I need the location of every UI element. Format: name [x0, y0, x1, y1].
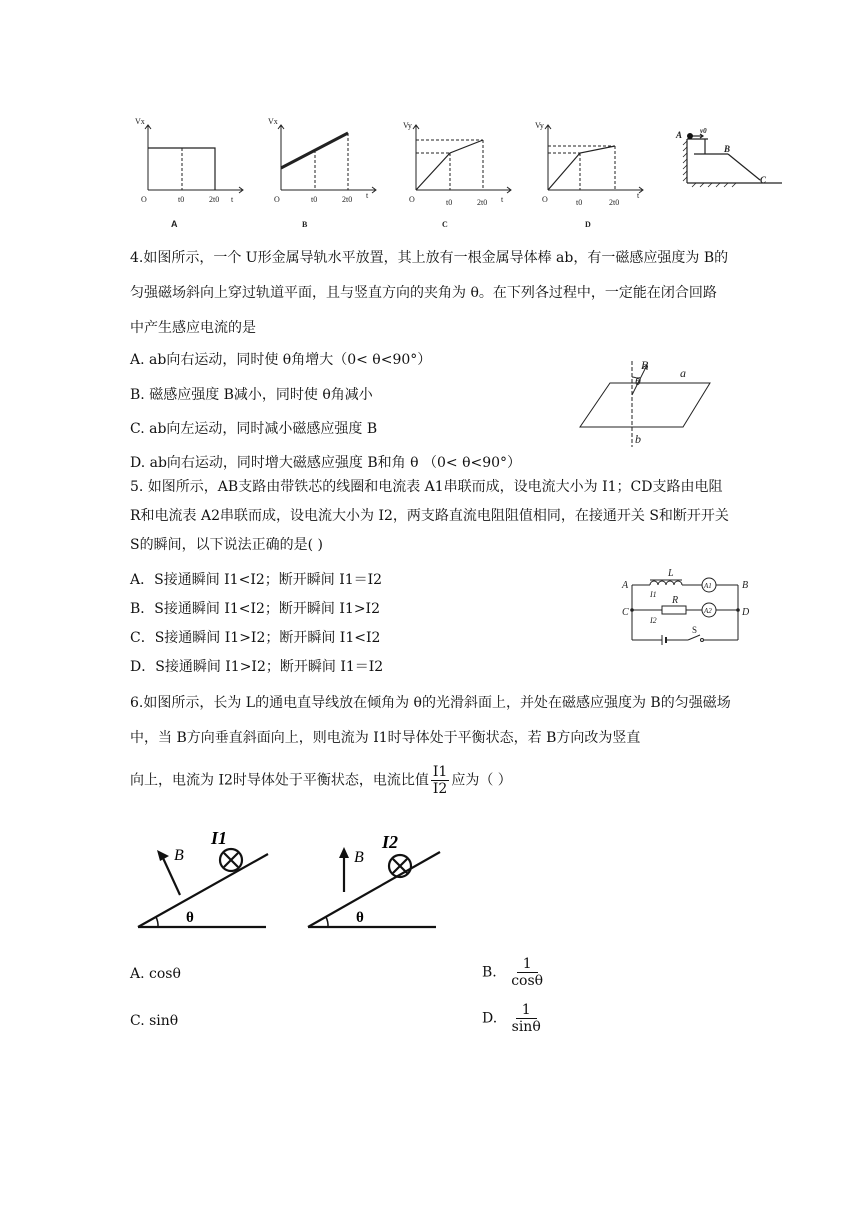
svg-text:A: A: [622, 580, 629, 591]
svg-text:B: B: [354, 849, 364, 866]
graph-b: [278, 125, 376, 193]
svg-text:2t0: 2t0: [209, 195, 220, 204]
svg-text:t: t: [231, 195, 234, 204]
svg-text:v0: v0: [700, 127, 707, 135]
q4-option-d[interactable]: D. ab向右运动，同时增大磁感应强度 B和角 θ （0< θ<90°）: [130, 455, 522, 471]
q6-incline-figure-2: [298, 820, 448, 935]
svg-text:θ: θ: [356, 910, 364, 926]
svg-text:Vx: Vx: [268, 117, 278, 126]
q6-incline-figure-1: [128, 820, 278, 935]
svg-text:Vy: Vy: [535, 121, 544, 130]
q5-option-c[interactable]: C．S接通瞬间 I1>I2；断开瞬间 I1<I2: [130, 630, 381, 646]
q5-option-a[interactable]: A．S接通瞬间 I1<I2；断开瞬间 I1＝I2: [130, 572, 383, 588]
svg-text:S: S: [692, 625, 698, 635]
svg-text:t0: t0: [446, 198, 453, 207]
svg-text:t: t: [637, 191, 640, 200]
svg-text:A2: A2: [704, 607, 712, 615]
q6-stem-line1: 6.如图所示，长为 L的通电直导线放在倾角为 θ的光滑斜面上，并处在磁感应强度为 B的匀强磁场中，当 B方向垂直斜面向上，则电流为 I1时导体处于平衡状态，若 B方向改为竖直: [130, 695, 731, 746]
q4-option-a[interactable]: A. ab向右运动，同时使 θ角增大（0< θ<90°）: [130, 352, 432, 368]
svg-text:I2: I2: [382, 832, 399, 852]
svg-text:θ: θ: [635, 374, 641, 388]
graph-b-letter: B: [302, 220, 308, 229]
svg-text:B: B: [724, 144, 731, 154]
graph-a: [145, 125, 243, 193]
svg-text:2t0: 2t0: [477, 198, 488, 207]
graph-a-ylabel: Vx: [135, 117, 145, 126]
svg-text:D: D: [742, 607, 750, 618]
q5-option-b[interactable]: B．S接通瞬间 I1<I2；断开瞬间 I1>I2: [130, 601, 380, 617]
q6-option-d[interactable]: D. $\frac{1}{\sin\theta}$: [482, 1002, 541, 1035]
svg-text:I1: I1: [211, 828, 228, 848]
q4-stem: 4.如图所示，一个 U形金属导轨水平放置，其上放有一根金属导体棒 ab，有一磁感应强度为 B的匀强磁场斜向上穿过轨道平面，且与竖直方向的夹角为 θ。在下列各过程中，一定能在闭合回路中产生感应电流的是: [130, 250, 729, 336]
graph-c: [413, 125, 511, 193]
svg-text:2t0: 2t0: [609, 198, 620, 207]
vt-graphs: [125, 110, 665, 235]
svg-text:t0: t0: [178, 195, 185, 204]
svg-text:I2: I2: [650, 616, 657, 625]
svg-text:O: O: [542, 195, 548, 204]
q5-option-d[interactable]: D．S接通瞬间 I1>I2；断开瞬间 I1＝I2: [130, 659, 384, 675]
svg-text:t: t: [501, 195, 504, 204]
svg-text:A: A: [676, 130, 683, 140]
q6-option-c[interactable]: C. sinθ: [130, 1013, 179, 1029]
svg-text:t0: t0: [576, 198, 583, 207]
svg-text:Vy: Vy: [403, 121, 412, 130]
graph-d-letter: D: [585, 220, 591, 229]
svg-text:O: O: [274, 195, 280, 204]
svg-text:I1: I1: [650, 590, 657, 599]
svg-text:B: B: [174, 847, 184, 864]
graph-d: [545, 125, 643, 193]
svg-text:R: R: [672, 595, 679, 606]
svg-text:L: L: [668, 568, 674, 579]
q6-option-b[interactable]: B. $\frac{1}{\cos\theta}$: [482, 956, 544, 989]
q4-option-c[interactable]: C. ab向左运动，同时减小磁感应强度 B: [130, 421, 378, 437]
q6-current-ratio: $\frac{I1}{I2}$: [432, 764, 448, 797]
svg-text:A1: A1: [704, 582, 712, 590]
slope-figure: [672, 125, 787, 190]
q6-option-a[interactable]: A. cosθ: [130, 966, 181, 982]
svg-text:O: O: [409, 195, 415, 204]
q5-circuit-figure: [620, 565, 760, 650]
svg-text:θ: θ: [186, 910, 194, 926]
svg-text:B: B: [641, 358, 649, 372]
svg-text:O: O: [141, 195, 147, 204]
graph-c-letter: C: [442, 220, 448, 229]
svg-text:b: b: [635, 432, 641, 446]
graph-a-letter: A: [171, 219, 178, 229]
svg-text:C: C: [760, 175, 767, 185]
q6-stem-line2: 向上，电流为 I2时导体处于平衡状态，电流比值 $\frac{I1}{I2}$ 应为（ ）: [130, 764, 512, 797]
svg-text:t: t: [366, 191, 369, 200]
q4-rail-figure: [575, 355, 715, 450]
svg-text:t0: t0: [311, 195, 318, 204]
q5-stem: 5. 如图所示，AB支路由带铁芯的线圈和电流表 A1串联而成，设电流大小为 I1；CD支路由电阻 R和电流表 A2串联而成，设电流大小为 I2，两支路直流电阻阻值相同，在接通开关 S和断开开关 S的瞬间，以下说法正确的是( ): [130, 479, 729, 553]
svg-text:C: C: [622, 607, 629, 618]
svg-text:B: B: [742, 580, 749, 591]
q4-option-b[interactable]: B. 磁感应强度 B减小，同时使 θ角减小: [130, 387, 373, 403]
svg-text:2t0: 2t0: [342, 195, 353, 204]
svg-text:a: a: [680, 366, 686, 380]
